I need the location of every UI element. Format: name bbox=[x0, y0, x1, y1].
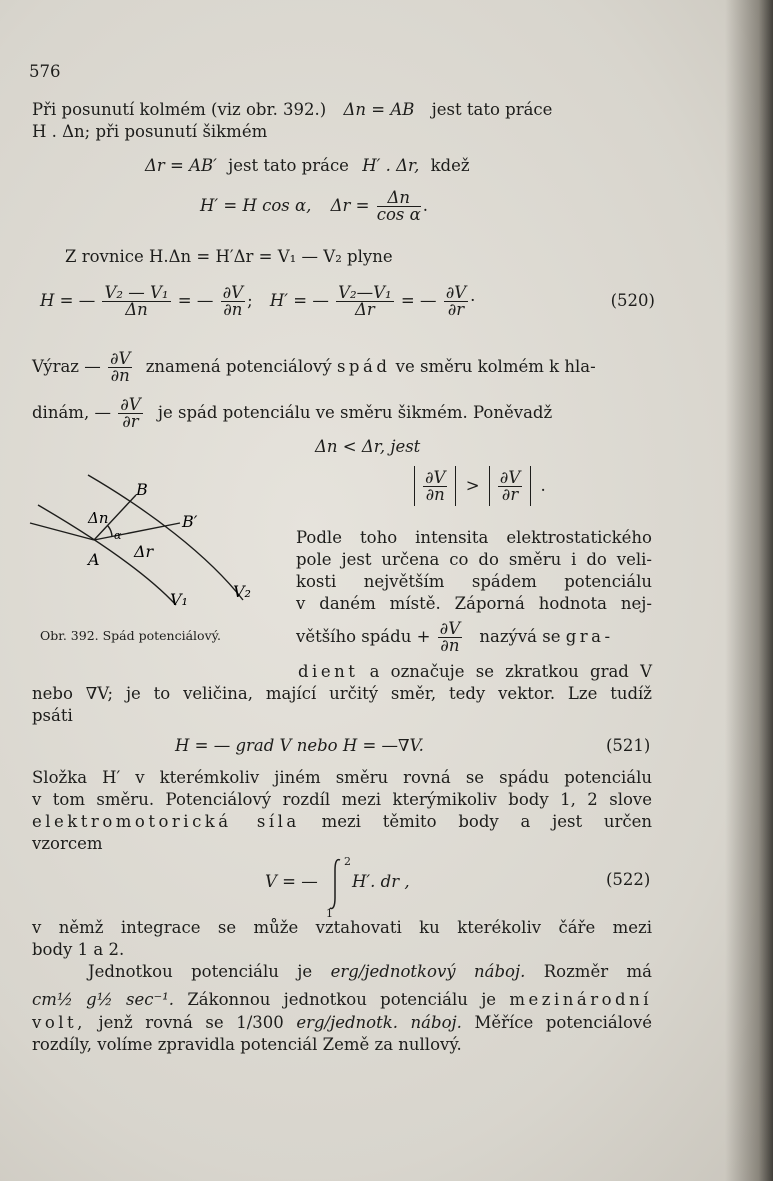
fraction: $\frac{\Delta n}{\text{cos α}}$ bbox=[376, 188, 421, 224]
fraction: $\frac{\partial V}{\partial r}$ bbox=[445, 283, 467, 319]
fig-label-a: A bbox=[88, 550, 100, 569]
fraction: $\frac{\partial V}{\partial n}$ bbox=[425, 468, 446, 504]
text-line: Podle toho intensita elektrostatického bbox=[296, 528, 652, 547]
fraction: $\frac{\text{V₂ — V₁}}{\Delta n}$ bbox=[104, 283, 169, 319]
equation-number: (520) bbox=[610, 291, 655, 310]
fraction: $\frac{\partial V}{\partial r}$ bbox=[120, 395, 141, 431]
text-line: volt, jenž rovná se 1/300 erg/jednotk. náboj. Měříce potenciálové bbox=[32, 1013, 652, 1032]
text-line: kosti největším spádem potenciálu bbox=[296, 572, 652, 591]
text-line: vzorcem bbox=[32, 834, 103, 853]
text-line: nebo ∇V; je to veličina, mající určitý směr, tedy vektor. Lze tudíž bbox=[32, 684, 652, 703]
fig-label-b: B bbox=[136, 480, 148, 499]
angle-arc bbox=[108, 526, 112, 537]
fraction: $\frac{\partial V}{\partial n}$ bbox=[439, 619, 461, 655]
equation-number: (521) bbox=[606, 736, 651, 755]
inequality: Δn < Δr, jest bbox=[315, 437, 421, 456]
text-line: H . Δn; při posunutí šikmém bbox=[32, 122, 268, 141]
text-line: Δr = AB′ jest tato práce H′ . Δr, kdež bbox=[145, 156, 470, 175]
fig-label-v1: V₁ bbox=[170, 590, 188, 609]
fraction: $\frac{\partial V}{\partial n}$ bbox=[222, 283, 244, 319]
fig-label-b-prime: B′ bbox=[182, 512, 198, 531]
equation-522-lhs: V = — bbox=[265, 872, 318, 891]
text-line: rozdíly, volíme zpravidla potenciál Země za nullový. bbox=[32, 1035, 462, 1054]
text-line: body 1 a 2. bbox=[32, 940, 125, 959]
page-edge-shadow bbox=[725, 0, 773, 1181]
text-line: Z rovnice H.Δn = H′Δr = V₁ — V₂ plyne bbox=[65, 247, 393, 266]
integral-lower-limit: 1 bbox=[326, 907, 333, 920]
text-line: v daném místě. Záporná hodnota nej- bbox=[296, 594, 652, 613]
abs-inequality: $\frac{\partial V}{\partial n}$ > $\frac{\partial V}{\partial r}$ . bbox=[410, 466, 546, 506]
fig-label-dr: Δr bbox=[134, 542, 154, 561]
fraction: $\frac{\partial V}{\partial r}$ bbox=[499, 468, 521, 504]
text-line: dinám, — $\frac{\partial V}{\partial r}$ je spád potenciálu ve směru šikmém. Poněvadž bbox=[32, 395, 553, 431]
fig-label-alpha: α bbox=[114, 529, 122, 542]
text-line: Složka H′ v kterémkoliv jiném směru rovná se spádu potenciálu bbox=[32, 768, 652, 787]
fig-label-dn: Δn bbox=[88, 509, 109, 527]
equation-hcos: H′ = H cos α, Δr = $\frac{\Delta n}{\text{cos α}}$ . bbox=[200, 188, 429, 224]
page-number: 576 bbox=[29, 62, 61, 81]
text-line: Jednotkou potenciálu je erg/jednotkový náboj. Rozměr má bbox=[88, 962, 652, 981]
equation-number: (522) bbox=[606, 870, 651, 889]
text-line: elektromotorická síla mezi těmito body a jest určen bbox=[32, 812, 653, 831]
text-line: Při posunutí kolmém (viz obr. 392.) Δn = AB jest tato práce bbox=[32, 100, 553, 119]
text-line: dient a označuje se zkratkou grad V bbox=[298, 662, 652, 681]
text-line: v tom směru. Potenciálový rozdíl mezi kterýmikoliv body 1, 2 slove bbox=[32, 790, 652, 809]
figure-caption: Obr. 392. Spád potenciálový. bbox=[40, 628, 222, 643]
fraction: $\frac{\partial V}{\partial n}$ bbox=[109, 349, 131, 385]
equation-522-rhs: H′. dr , bbox=[352, 872, 410, 891]
text-line: pole jest určena co do směru i do veli- bbox=[296, 550, 652, 569]
figure-392 bbox=[28, 465, 278, 625]
text-line: cm½ g½ sec⁻¹. Zákonnou jednotkou potenciálu je mezinárodní bbox=[32, 990, 652, 1009]
fraction: $\frac{\text{V₂—V₁}}{\Delta r}$ bbox=[338, 283, 392, 319]
text-line: většího spádu + $\frac{\partial V}{\partial n}$ nazývá se gra- bbox=[296, 619, 614, 655]
equation-521: H = — grad V nebo H = —∇V. bbox=[175, 736, 424, 755]
integral-upper-limit: 2 bbox=[344, 855, 351, 868]
fig-label-v2: V₂ bbox=[233, 582, 251, 601]
text-line: psáti bbox=[32, 706, 73, 725]
text-line: Výraz — $\frac{\partial V}{\partial n}$ znamená potenciálový spád ve směru kolmém k hla- bbox=[32, 349, 596, 385]
equation-520: H = — $\frac{\text{V₂ — V₁}}{\Delta n}$ = — $\frac{\partial V}{\partial n}$ ; H′ = — $\frac{\text{V₂—V₁}}{\Delta r}$ = — $\frac{\partial V}{\partial r}$ · (520) bbox=[40, 283, 655, 319]
extension-line bbox=[30, 523, 94, 540]
equipotential-line-v2 bbox=[88, 475, 243, 600]
text-line: v němž integrace se může vztahovati ku kterékoliv čáře mezi bbox=[32, 918, 652, 937]
